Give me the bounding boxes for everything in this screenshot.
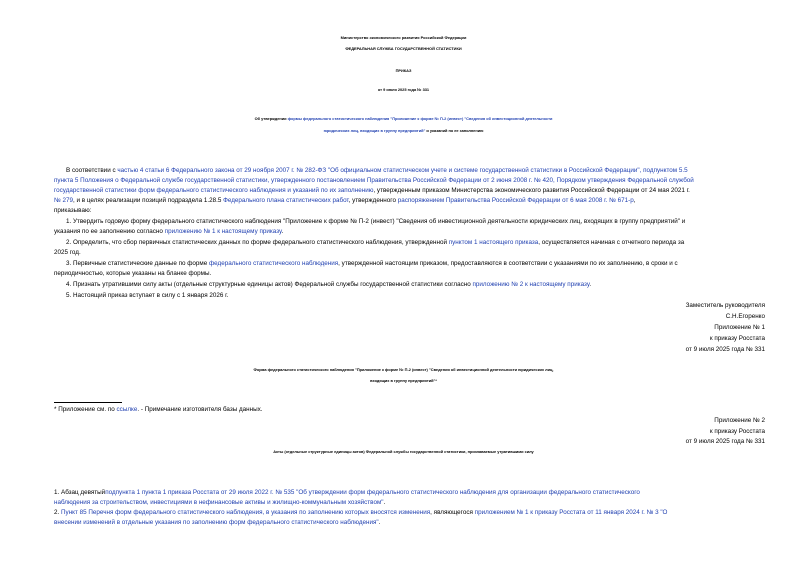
appendix-2-text: . — [383, 499, 386, 506]
title-suffix: и указаний по ее заполнению — [425, 128, 484, 133]
item-text: , утвержденной настоящим приказом, предоставляются в соответствии с указаниями по их заполнению, в сроки и с — [338, 260, 678, 267]
order-535-link[interactable]: подпункта 1 пункта 1 приказа Росстата от 29 июля 2022 г. № 535 "Об утверждении форм федерального статистического наблюдения для организации федерального статистического — [105, 489, 640, 496]
appendix-1-link[interactable]: приложению № 1 к настоящему приказу — [164, 228, 282, 235]
preamble-text: , утвержденным приказом Министерства экономического развития Российской Федерации от 24 мая 2021 г. — [373, 187, 690, 194]
signature-position: Заместитель руководителя — [685, 302, 765, 309]
item-2-line2: 2025 год. — [54, 249, 81, 256]
item-1-line2 — [54, 227, 283, 237]
preamble-line1 — [66, 166, 688, 176]
preamble-text: В соответствии с — [66, 167, 118, 174]
appendix-1-title-line2: входящих в группу предприятий"* — [370, 378, 437, 383]
title-prefix: Об утверждении — [254, 116, 288, 121]
appendix-2-item-2-line1 — [54, 508, 667, 518]
item-text: 2. Определить, что сбор первичных статистических данных по форме федерального статистического наблюдения, утвержденной — [66, 239, 449, 246]
preamble-line5: приказываю: — [54, 207, 92, 214]
item-1-ref-link[interactable]: пунктом 1 настоящего приказа — [448, 239, 539, 246]
preamble-text: , и в целях реализации позиций подраздела 1.28.5 — [73, 197, 224, 204]
appendix-2-label: Приложение № 2 — [714, 417, 765, 424]
appendix-2-title: Акты (отдельные структурные единицы актов) Федеральной службы государственной статистики, признаваемые утратившими силу — [273, 449, 534, 454]
appendix-2-date: от 9 июля 2025 года № 331 — [685, 438, 765, 445]
doc-title-line2 — [0, 125, 807, 136]
item-3-line2: периодичностью, которые указаны на бланке формы. — [54, 270, 212, 277]
footnote-divider — [54, 402, 122, 403]
government-order-link[interactable]: распоряжением Правительства Российской Федерации от 6 мая 2008 г. № 671-р — [397, 197, 634, 204]
item-1-line1: 1. Утвердить годовую форму федерального статистического наблюдения "Приложение к форме № П-2 (инвест) "Сведения об инвестиционной деятельности юридических лиц, входящих в группу предприятий" и — [66, 218, 686, 225]
stat-observation-link[interactable]: федерального статистического наблюдения — [209, 260, 339, 267]
preamble-line2 — [54, 176, 694, 186]
preamble-text: , — [633, 197, 636, 204]
signature-name: С.Н.Егоренко — [725, 313, 765, 320]
appendix-2-text: 2. — [54, 509, 62, 516]
appendix-1-label: Приложение № 1 — [714, 324, 765, 331]
item-5: 5. Настоящий приказ вступает в силу с 1 января 2026 г. — [66, 292, 229, 299]
preamble-line3 — [54, 186, 690, 196]
appendix-1-date: от 9 июля 2025 года № 331 — [685, 346, 765, 353]
appendix-1-title-line1: Форма федерального статистического наблюдения "Приложение к форме № П-2 (инвест) "Сведения об инвестиционной деятельности юридических лиц, — [253, 367, 554, 372]
procedure-link[interactable]: государственной статистики форм федерального статистического наблюдения и указаний по их заполнению — [54, 187, 374, 194]
footnote-text: * Приложение см. по — [54, 406, 117, 413]
ministry-name: Министерство экономического развития Российской Федерации — [340, 35, 467, 40]
order-3-link[interactable]: приложением № 1 к приказу Росстата от 11 января 2024 г. № 3 "О — [474, 509, 668, 516]
federal-law-link[interactable]: частью 4 статьи 6 Федерального закона от 29 ноября 2007 г. № 282-ФЗ "Об официальном статистическом учете и системе государственной статистики в Российской Федерации", подпунктом 5.5 — [117, 167, 688, 174]
item-text: . — [589, 281, 592, 288]
item-text: 4. Признать утратившими силу акты (отдельные структурные единицы актов) Федеральной службы государственной статистики согласно — [66, 281, 473, 288]
order-279-link[interactable]: № 279 — [54, 197, 74, 204]
appendix-2-text: 1. Абзац девятый — [54, 489, 106, 496]
appendix-2-to-order: к приказу Росстата — [709, 428, 765, 435]
preamble-line4 — [54, 196, 636, 206]
appendix-2-item-1-line2 — [54, 498, 385, 508]
order-3-link-cont[interactable]: внесении изменений в отдельные указания по заполнению форм федерального статистического наблюдения" — [54, 519, 379, 526]
footnote-link[interactable]: ссылке — [116, 406, 138, 413]
appendix-2-item-2-line2 — [54, 518, 380, 528]
appendix-2-link[interactable]: приложению № 2 к настоящему приказу — [472, 281, 590, 288]
appendix-1-to-order: к приказу Росстата — [709, 335, 765, 342]
item-3-line1 — [66, 259, 678, 269]
footnote-text: . - Примечание изготовителя базы данных. — [137, 406, 263, 413]
item-text: , осуществляется начиная с отчетного периода за — [538, 239, 685, 246]
item-text: 3. Первичные статистические данные по форме — [66, 260, 209, 267]
stat-plan-link[interactable]: Федерального плана статистических работ — [223, 197, 349, 204]
title-form-link[interactable]: формы федерального статистического наблюдения "Приложение к форме № П-2 (инвест) "Сведения об инвестиционной деятельности — [287, 116, 553, 121]
item-text: указания по ее заполнению согласно — [54, 228, 165, 235]
item-2-line1 — [66, 238, 684, 248]
appendix-2-item-1-line1 — [54, 488, 640, 498]
appendix-2-text: , являющегося — [430, 509, 475, 516]
title-form-link-cont[interactable]: юридических лиц, входящих в группу предприятий" — [323, 128, 426, 133]
item-4 — [66, 280, 591, 290]
doc-title-line1 — [0, 113, 807, 124]
preamble-text: , утвержденного — [348, 197, 398, 204]
doc-date: от 9 июля 2025 года № 331 — [377, 87, 430, 92]
point-85-link[interactable]: Пункт 85 Перечня форм федерального статистического наблюдения, в указания по заполнению которых вносятся изменения — [61, 509, 431, 516]
regulation-link[interactable]: пункта 5 Положения о Федеральной службе государственной статистики, утвержденного постановлением Правительства Российской Федерации от 2 июня 2008 г. № 420, Порядком утверждения Федеральной службой — [54, 177, 694, 184]
item-text: . — [281, 228, 284, 235]
service-name: ФЕДЕРАЛЬНАЯ СЛУЖБА ГОСУДАРСТВЕННОЙ СТАТИСТИКИ — [345, 46, 462, 51]
doc-type: ПРИКАЗ — [395, 68, 412, 73]
appendix-2-text: . — [378, 519, 381, 526]
footnote — [54, 405, 263, 415]
order-535-link-cont[interactable]: наблюдения за строительством, инвестициями в нефинансовые активы и жилищно-коммунальным хозяйством" — [54, 499, 384, 506]
